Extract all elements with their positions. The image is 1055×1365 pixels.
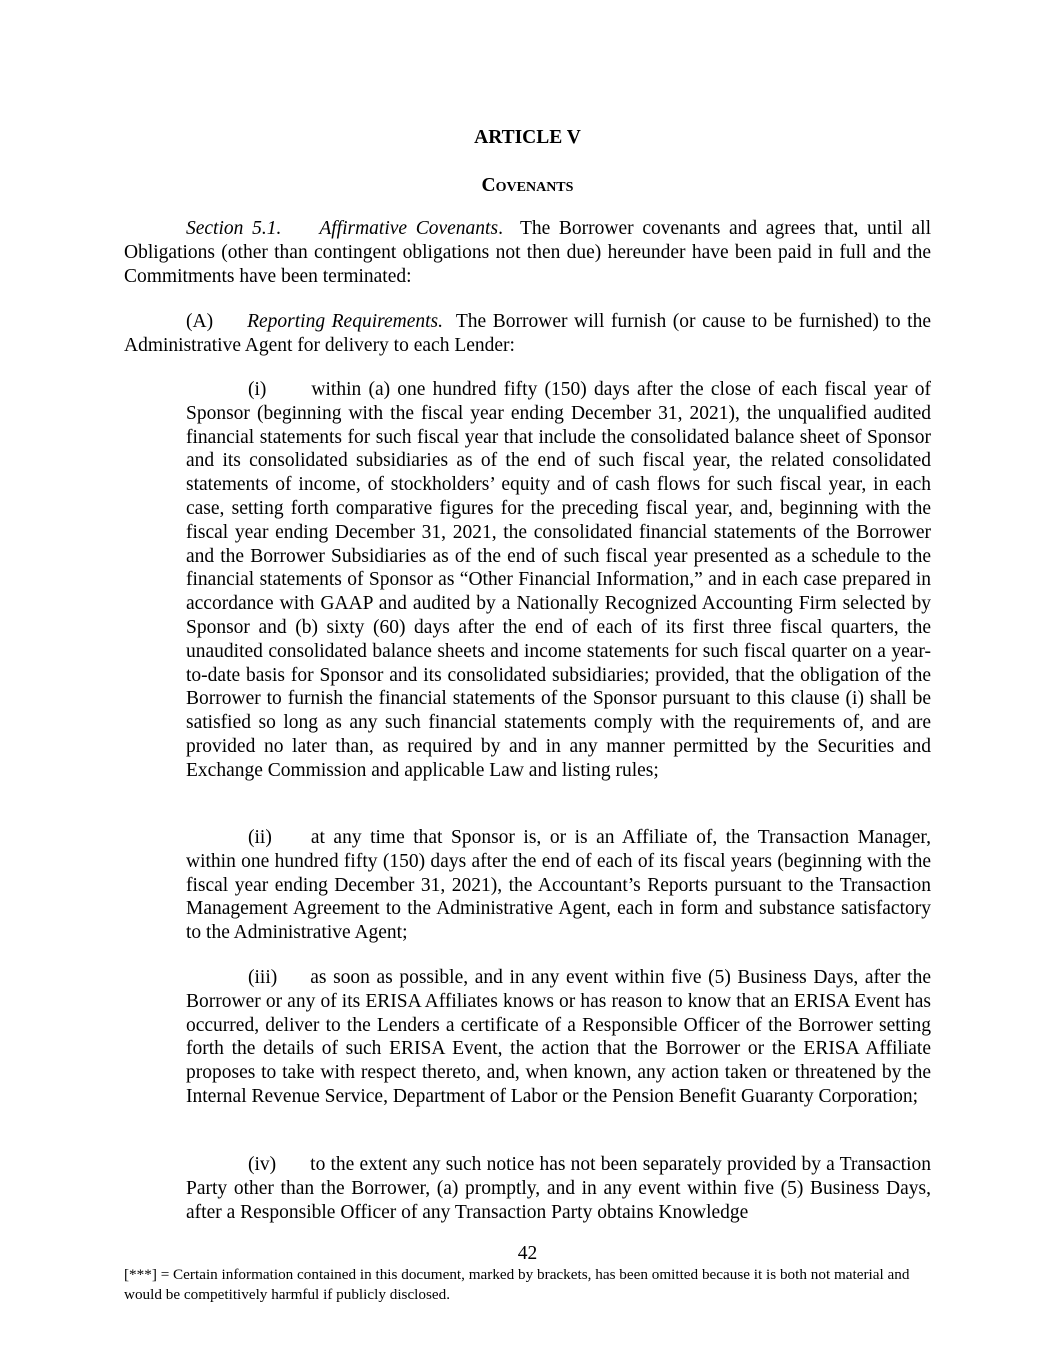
clause-text: at any time that Sponsor is, or is an Affiliate of, the Transaction Manager, within one hundred fifty (150) days after the end of each of its fiscal years (beginning with the fiscal year ending December 31, 2021), the Accountant’s Reports pursuant to the Transaction Management Agreement to the Administrative Agent, each in form and substance satisfactory to the Administrative Agent;: [186, 827, 931, 944]
section-number: Section 5.1.: [186, 218, 282, 239]
subsection-a-text: The Borrower will furnish (or cause to be furnished) to the Administrative Agent for delivery to each Lender:: [124, 311, 931, 356]
subsection-a-paragraph: [124, 310, 931, 358]
clause-ii: [186, 826, 931, 945]
article-heading: ARTICLE V: [474, 127, 581, 148]
clause-iv: [186, 1153, 931, 1224]
clause-label: (ii): [248, 827, 272, 848]
clause-label: (iii): [248, 967, 278, 988]
clause-i: [186, 378, 931, 783]
subsection-a-name: Reporting Requirements.: [247, 311, 444, 332]
clause-label: (i): [248, 379, 267, 400]
clause-text: as soon as possible, and in any event within five (5) Business Days, after the Borrower or any of its ERISA Affiliates knows or has reason to know that an ERISA Event has occurred, deliver to the Lenders a certificate of a Responsible Officer of the Borrower setting forth the details of such ERISA Event, the action that the Borrower or the ERISA Affiliate proposes to take with respect thereto, and, when known, any action taken or threatened by the Internal Revenue Service, Department of Labor or the Pension Benefit Guaranty Corporation;: [186, 967, 931, 1107]
article-title: Covenants: [481, 175, 574, 196]
subsection-a-label: (A): [186, 311, 214, 332]
clause-text: to the extent any such notice has not been separately provided by a Transaction Party other than the Borrower, (a) promptly, and in any event within five (5) Business Days, after a Responsible Officer of any Transaction Party obtains Knowledge: [186, 1154, 931, 1223]
clause-label: (iv): [248, 1154, 277, 1175]
section-name: Affirmative Covenants: [319, 218, 499, 239]
confidentiality-footnote: [***] = Certain information contained in this document, marked by brackets, has been omitted because it is both not material and would be competitively harmful if publicly disclosed.: [124, 1266, 910, 1303]
clause-iii: [186, 966, 931, 1109]
section-5-1-paragraph: Section 5.1. Affirmative Covenants. The Borrower covenants and agrees that, until all Obligations (other than contingent obligations not then due) hereunder have been paid in full and the Commitments have been terminated:: [124, 218, 931, 287]
clause-text: within (a) one hundred fifty (150) days after the close of each fiscal year of Sponsor (beginning with the fiscal year ending December 31, 2021), the unqualified audited financial statements for such fiscal year that include the consolidated balance sheet of Sponsor and its consolidated subsidiaries as of the end of such fiscal year, the related consolidated statements of income, of stockholders’ equity and of cash flows for such fiscal year, in each case, setting forth comparative figures for the preceding fiscal year, and, beginning with the fiscal year ending December 31, 2021, the consolidated financial statements of the Borrower and the Borrower Subsidiaries as of the end of such fiscal year presented as a schedule to the financial statements of Sponsor as “Other Financial Information,” and in each case prepared in accordance with GAAP and audited by a Nationally Recognized Accounting Firm selected by Sponsor and (b) sixty (60) days after the end of each of its first three fiscal quarters, the unaudited consolidated balance sheets and income statements for such fiscal quarter on a year-to-date basis for Sponsor and its consolidated subsidiaries; provided, that the obligation of the Borrower to furnish the financial statements of the Sponsor pursuant to this clause (i) shall be satisfied so long as any such financial statements comply with the requirements of, and are provided no later than, as required by and in any manner permitted by the Securities and Exchange Commission and applicable Law and listing rules;: [186, 379, 931, 781]
page-number: 42: [517, 1243, 538, 1264]
section-intro-text: The Borrower covenants and agrees that, until all Obligations (other than contingent obligations not then due) hereunder have been paid in full and the Commitments have been terminated:: [124, 218, 931, 287]
